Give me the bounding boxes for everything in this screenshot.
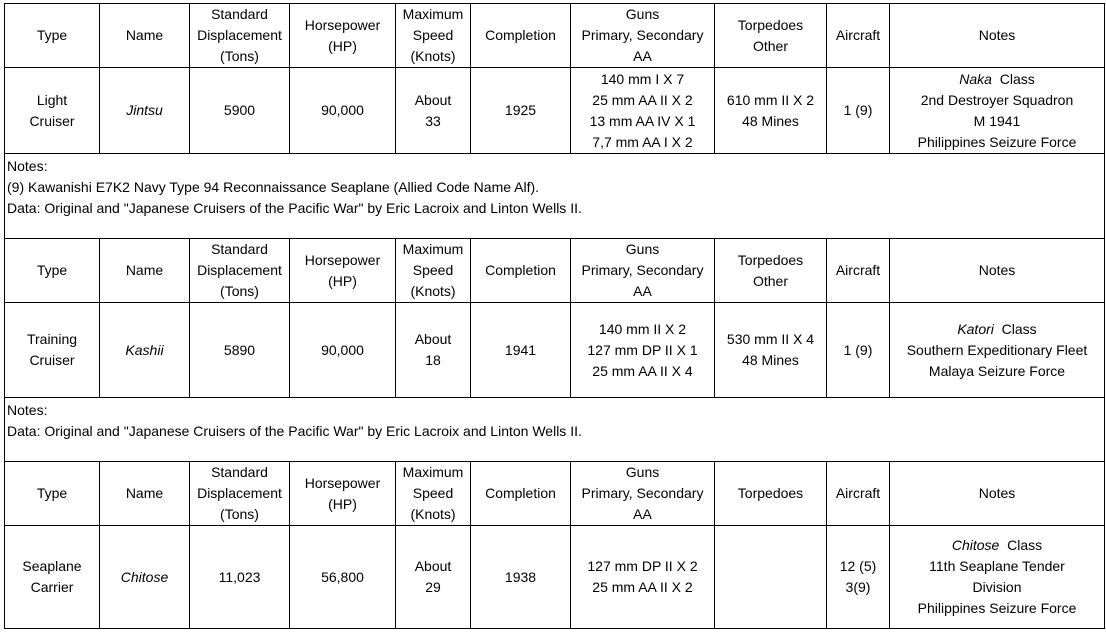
header-row	[5, 462, 1105, 526]
cell-speed: About 29	[396, 526, 471, 629]
cell-horsepower: 90,000	[290, 303, 396, 398]
header-horsepower: Horsepower (HP)	[290, 239, 396, 303]
cell-completion: 1941	[471, 303, 571, 398]
header-name: Name	[100, 4, 190, 68]
cell-guns: 140 mm I X 7 25 mm AA II X 2 13 mm AA IV X 1 7,7 mm AA I X 2	[571, 68, 715, 154]
header-aircraft: Aircraft	[827, 239, 890, 303]
cell-guns: 140 mm II X 2 127 mm DP II X 1 25 mm AA II X 4	[571, 303, 715, 398]
header-speed: Maximum Speed (Knots)	[396, 239, 471, 303]
header-aircraft: Aircraft	[827, 462, 890, 526]
header-row	[5, 4, 1105, 68]
header-notes: Notes	[890, 4, 1105, 68]
cell-torpedoes: 610 mm II X 2 48 Mines	[715, 68, 827, 154]
notes-row	[5, 398, 1105, 462]
cell-type: Light Cruiser	[5, 68, 100, 154]
cell-speed: About 33	[396, 68, 471, 154]
cell-guns: 127 mm DP II X 2 25 mm AA II X 2	[571, 526, 715, 629]
ship-table	[4, 3, 1105, 629]
header-guns: Guns Primary, Secondary AA	[571, 4, 715, 68]
cell-displacement: 5900	[190, 68, 290, 154]
header-displacement: Standard Displacement (Tons)	[190, 4, 290, 68]
class-name: Naka	[959, 70, 992, 87]
cell-notes: Katori Class Southern Expeditionary Fleet Malaya Seizure Force	[890, 303, 1105, 398]
cell-completion: 1925	[471, 68, 571, 154]
cell-aircraft: 1 (9)	[827, 303, 890, 398]
cell-aircraft: 1 (9)	[827, 68, 890, 154]
header-completion: Completion	[471, 462, 571, 526]
footnotes: Notes: Data: Original and "Japanese Cruisers of the Pacific War" by Eric Lacroix and Linton Wells II.	[5, 398, 1105, 462]
cell-notes: Chitose Class 11th Seaplane Tender Division Philippines Seizure Force	[890, 526, 1105, 629]
header-torpedoes-other: Torpedoes Other	[715, 4, 827, 68]
header-speed: Maximum Speed (Knots)	[396, 462, 471, 526]
header-notes: Notes	[890, 239, 1105, 303]
cell-type: Training Cruiser	[5, 303, 100, 398]
cell-type: Seaplane Carrier	[5, 526, 100, 629]
cruiser-data-sheet	[4, 3, 1104, 629]
header-type: Type	[5, 4, 100, 68]
header-row	[5, 239, 1105, 303]
ship-row-kashii	[5, 303, 1105, 398]
header-torpedoes: Torpedoes	[715, 462, 827, 526]
header-aircraft: Aircraft	[827, 4, 890, 68]
cell-completion: 1938	[471, 526, 571, 629]
cell-name: Chitose	[100, 526, 190, 629]
header-completion: Completion	[471, 4, 571, 68]
header-displacement: Standard Displacement (Tons)	[190, 239, 290, 303]
header-horsepower: Horsepower (HP)	[290, 4, 396, 68]
header-torpedoes-other: Torpedoes Other	[715, 239, 827, 303]
footnotes: Notes: (9) Kawanishi E7K2 Navy Type 94 Reconnaissance Seaplane (Allied Code Name Alf). Data: Original and "Japanese Cruisers of the Pacific War" by Eric Lacroix and Linton Wells II.	[5, 154, 1105, 239]
header-type: Type	[5, 239, 100, 303]
header-displacement: Standard Displacement (Tons)	[190, 462, 290, 526]
class-name: Katori	[957, 320, 994, 337]
cell-displacement: 11,023	[190, 526, 290, 629]
cell-torpedoes: 530 mm II X 4 48 Mines	[715, 303, 827, 398]
header-guns: Guns Primary, Secondary AA	[571, 462, 715, 526]
class-name: Chitose	[951, 537, 1000, 553]
ship-row-jintsu	[5, 68, 1105, 154]
cell-torpedoes	[715, 526, 827, 629]
cell-speed: About 18	[396, 303, 471, 398]
cell-horsepower: 56,800	[290, 526, 396, 629]
header-name: Name	[100, 239, 190, 303]
header-name: Name	[100, 462, 190, 526]
cell-name: Jintsu	[100, 68, 190, 154]
notes-row	[5, 154, 1105, 239]
header-speed: Maximum Speed (Knots)	[396, 4, 471, 68]
cell-aircraft: 12 (5) 3(9)	[827, 526, 890, 629]
cell-horsepower: 90,000	[290, 68, 396, 154]
header-horsepower: Horsepower (HP)	[290, 462, 396, 526]
header-completion: Completion	[471, 239, 571, 303]
cell-name: Kashii	[100, 303, 190, 398]
ship-row-chitose	[5, 526, 1105, 629]
cell-notes: Naka Class 2nd Destroyer Squadron M 1941 Philippines Seizure Force	[890, 68, 1105, 154]
header-guns: Guns Primary, Secondary AA	[571, 239, 715, 303]
cell-displacement: 5890	[190, 303, 290, 398]
header-type: Type	[5, 462, 100, 526]
header-notes: Notes	[890, 462, 1105, 526]
